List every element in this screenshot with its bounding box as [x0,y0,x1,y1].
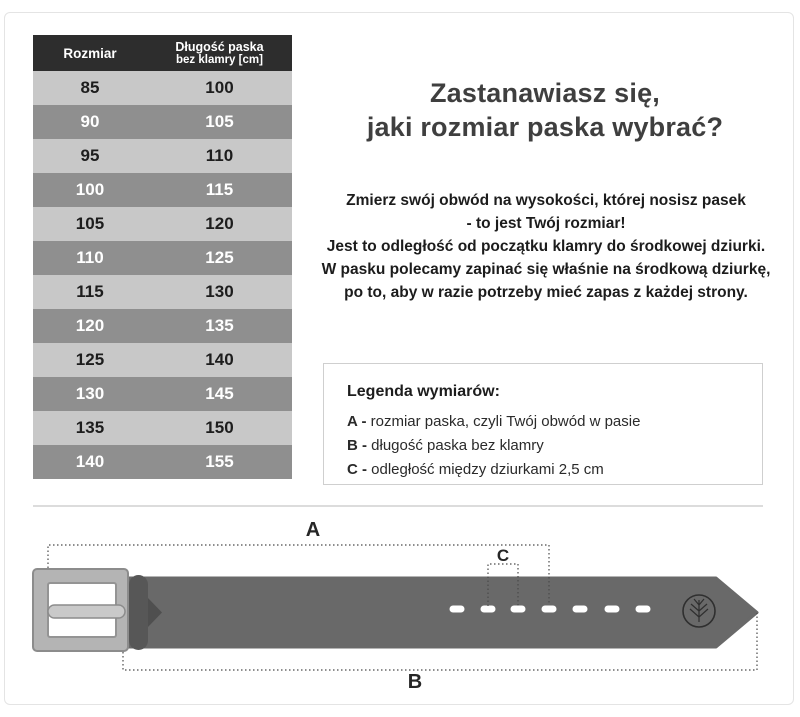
table-row [33,105,292,139]
table-row [33,275,292,309]
size-cell: 120 [75,316,105,335]
table-row [33,173,292,207]
intro-line: po to, aby w razie potrzeby mieć zapas z każdej strony. [344,284,748,301]
size-cell: 140 [75,452,105,471]
intro-line: - to jest Twój rozmiar! [466,215,626,232]
length-cell: 145 [205,384,234,403]
table-row [33,139,292,173]
belt-hole [450,606,465,613]
length-cell: 150 [205,418,234,437]
buckle-prong [48,605,125,618]
table-row [33,309,292,343]
header-length-column [147,35,292,71]
dimension-label-b: B [407,671,423,693]
table-row [33,343,292,377]
table-row [33,241,292,275]
header-size-column: Rozmiar [63,45,117,61]
intro-line: W pasku polecamy zapinać się właśnie na środkową dziurkę, [321,261,771,278]
belt-hole [481,606,496,613]
length-cell: 115 [205,180,234,199]
size-cell: 125 [75,350,105,369]
intro-text [302,189,790,304]
size-cell: 130 [75,384,105,403]
table-row [33,377,292,411]
size-cell: 90 [80,112,100,131]
dimension-label-a: A [305,519,321,541]
belt-hole [542,606,557,613]
legend-title: Legenda wymiarów: [347,383,500,400]
length-cell: 120 [205,214,234,233]
belt-hole [636,606,651,613]
size-table-header [33,35,292,71]
length-cell: 140 [205,350,234,369]
length-cell: 130 [205,282,234,301]
table-row [33,445,292,479]
legend-text-a: rozmiar paska, czyli Twój obwód w pasie [366,413,641,430]
header-length-line2: bez klamry [cm] [176,53,263,66]
size-table [33,35,292,479]
length-cell: 110 [205,146,234,165]
belt-hole [573,606,588,613]
belt-strap [128,578,757,647]
size-cell: 110 [76,248,104,267]
header-length-line1: Długość paska [175,39,264,54]
table-row [33,207,292,241]
belt-loop [129,575,148,650]
legend-item-c [347,458,752,482]
legend-key-a: A - [347,413,367,430]
length-cell: 105 [205,112,234,131]
size-cell: 105 [75,214,105,233]
page-title-line1: Zastanawiasz się, [429,78,660,108]
legend-key-b: B - [347,437,367,454]
page-title-line2: jaki rozmiar paska wybrać? [366,112,724,142]
legend-item-a [347,410,752,434]
length-cell: 135 [205,316,234,335]
length-cell: 100 [205,78,234,97]
legend-text-c: odległość między dziurkami 2,5 cm [367,461,604,478]
size-cell: 115 [76,282,104,301]
size-cell: 95 [80,146,100,165]
belt-diagram [0,505,800,705]
legend-key-c: C - [347,461,367,478]
length-cell: 125 [205,248,234,267]
page-title [300,76,790,144]
intro-line: Zmierz swój obwód na wysokości, której nosisz pasek [346,192,746,209]
belt-hole [511,606,526,613]
intro-line: Jest to odległość od początku klamry do środkowej dziurki. [326,238,766,255]
size-cell: 85 [80,78,100,97]
size-cell: 100 [75,180,105,199]
legend-item-b [347,434,752,458]
size-cell: 135 [75,418,105,437]
size-table-body [33,71,292,479]
table-row [33,71,292,105]
length-cell: 155 [205,452,234,471]
belt-hole [605,606,620,613]
legend-box [323,363,763,485]
legend-text-b: długość paska bez klamry [367,437,544,454]
dimension-label-c: C [496,546,510,565]
table-row [33,411,292,445]
